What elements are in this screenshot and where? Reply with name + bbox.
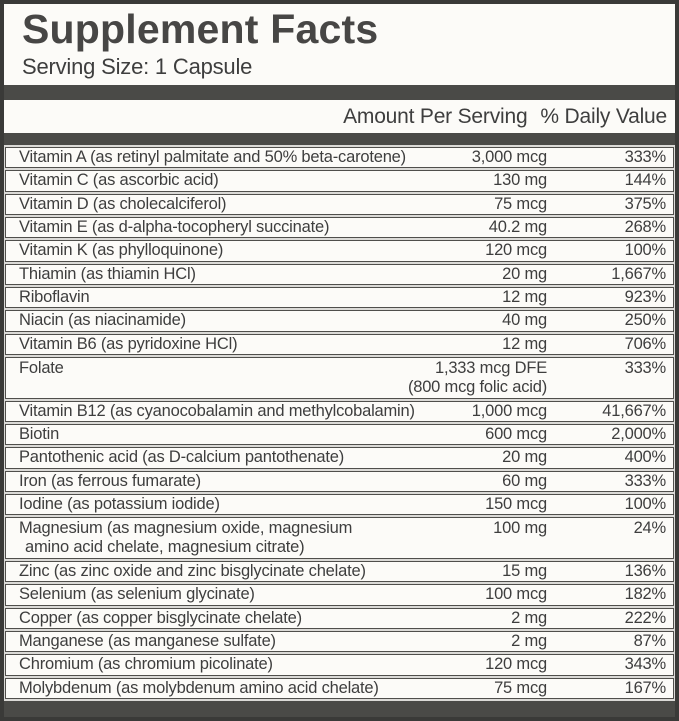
nutrient-daily-value: 375% — [624, 194, 666, 213]
nutrient-daily-value: 41,667% — [602, 401, 666, 420]
nutrient-amount-line: 120 mcg — [485, 655, 547, 674]
nutrient-daily-value: 400% — [624, 448, 666, 467]
nutrient-amount-line: 130 mg — [493, 171, 547, 190]
title-section — [4, 4, 675, 85]
nutrient-amount-line: 12 mg — [502, 334, 547, 353]
nutrient-amount-line: 20 mg — [502, 264, 547, 283]
nutrient-name — [6, 288, 451, 307]
nutrient-name-line: Magnesium (as magnesium oxide, magnesium — [19, 519, 353, 538]
divider-bar-middle — [4, 133, 675, 145]
nutrient-amount-line: 15 mg — [502, 562, 547, 581]
nutrient-name-line: Copper (as copper bisglycinate chelate) — [19, 608, 302, 627]
nutrient-daily-value: 100% — [624, 241, 666, 260]
nutrient-amount-line: (800 mcg folic acid) — [407, 377, 547, 396]
table-row — [5, 608, 674, 629]
nutrient-amount — [451, 425, 547, 444]
nutrient-daily-value: 1,667% — [611, 264, 666, 283]
nutrient-name — [6, 585, 451, 604]
table-row — [5, 357, 674, 399]
nutrient-name-line: Folate — [19, 358, 64, 377]
nutrient-name-line: Niacin (as niacinamide) — [19, 311, 186, 330]
nutrient-name — [6, 311, 451, 330]
nutrient-amount-line: 1,000 mcg — [471, 401, 547, 420]
nutrient-amount — [451, 402, 547, 421]
table-row — [5, 494, 674, 515]
nutrient-name — [6, 148, 451, 167]
nutrient-amount-line: 75 mcg — [494, 678, 547, 697]
nutrient-name-line: Vitamin B12 (as cyanocobalamin and methylcobalamin) — [19, 401, 415, 420]
nutrient-name-line: Iron (as ferrous fumarate) — [19, 471, 201, 490]
table-row — [5, 287, 674, 308]
nutrient-amount-line: 600 mcg — [485, 425, 547, 444]
nutrient-amount — [451, 562, 547, 581]
nutrient-name-line: Riboflavin — [19, 288, 90, 307]
table-row — [5, 471, 674, 492]
nutrient-amount-line: 1,333 mcg DFE — [434, 358, 547, 377]
nutrient-amount-line: 2 mg — [511, 632, 547, 651]
nutrient-name — [6, 218, 451, 237]
nutrient-daily-value: 2,000% — [611, 425, 666, 444]
nutrient-daily-value: 250% — [624, 311, 666, 330]
nutrient-name — [6, 632, 451, 651]
nutrient-daily-value: 268% — [624, 218, 666, 237]
nutrient-name-line: Vitamin K (as phylloquinone) — [19, 241, 224, 260]
nutrient-amount-line: 40.2 mg — [488, 218, 547, 237]
nutrient-daily-value: 100% — [624, 495, 666, 514]
nutrient-name — [6, 609, 451, 628]
nutrient-amount-line: 100 mg — [493, 519, 547, 538]
nutrient-daily-value: 182% — [624, 585, 666, 604]
nutrient-amount — [451, 171, 547, 190]
table-row — [5, 584, 674, 605]
nutrient-name-line: Thiamin (as thiamin HCl) — [19, 264, 196, 283]
nutrient-daily-value: 333% — [624, 148, 666, 167]
nutrient-amount — [451, 472, 547, 491]
nutrient-amount-line: 150 mcg — [485, 495, 547, 514]
nutrient-amount-line: 100 mcg — [485, 585, 547, 604]
nutrient-daily-value: 333% — [624, 471, 666, 490]
nutrient-amount — [451, 265, 547, 284]
nutrient-daily-value: 222% — [624, 608, 666, 627]
nutrient-name — [6, 562, 451, 581]
nutrient-amount — [451, 218, 547, 237]
nutrient-amount — [451, 585, 547, 604]
column-header-amount: Amount Per Serving — [343, 104, 528, 128]
table-row — [5, 517, 674, 559]
nutrient-amount — [451, 311, 547, 330]
nutrient-amount-line: 60 mg — [502, 471, 547, 490]
facts-table — [4, 145, 675, 701]
nutrient-amount — [451, 655, 547, 674]
nutrient-daily-value: 923% — [624, 288, 666, 307]
page-title: Supplement Facts — [22, 6, 379, 52]
nutrient-name-line: Manganese (as manganese sulfate) — [19, 632, 276, 651]
column-header-row — [4, 100, 675, 133]
serving-size-text: Serving Size: 1 Capsule — [22, 54, 253, 80]
nutrient-amount — [408, 359, 547, 397]
nutrient-amount-line: 120 mcg — [485, 241, 547, 260]
nutrient-name-line: Vitamin C (as ascorbic acid) — [19, 171, 219, 190]
nutrient-name — [6, 171, 451, 190]
nutrient-amount — [451, 241, 547, 260]
nutrient-amount-line: 12 mg — [502, 288, 547, 307]
nutrient-name — [6, 495, 451, 514]
nutrient-name-line: Biotin — [19, 425, 60, 444]
table-row — [5, 240, 674, 261]
nutrient-name-line: Molybdenum (as molybdenum amino acid chelate) — [19, 678, 379, 697]
nutrient-name-line: Selenium (as selenium glycinate) — [19, 585, 255, 604]
table-row — [5, 334, 674, 355]
divider-bar-bottom — [4, 701, 675, 717]
table-row — [5, 194, 674, 215]
divider-bar-top — [4, 85, 675, 100]
nutrient-daily-value: 87% — [633, 632, 666, 651]
nutrient-amount-line: 2 mg — [511, 608, 547, 627]
nutrient-name — [6, 448, 451, 467]
nutrient-name — [6, 195, 451, 214]
nutrient-name-line: Vitamin D (as cholecalciferol) — [19, 194, 227, 213]
nutrient-name-line: Iodine (as potassium iodide) — [19, 495, 220, 514]
nutrient-daily-value: 24% — [633, 519, 666, 538]
nutrient-name-line: amino acid chelate, magnesium citrate) — [25, 538, 305, 557]
nutrient-amount — [451, 632, 547, 651]
nutrient-name — [6, 335, 451, 354]
table-row — [5, 678, 674, 699]
nutrient-amount-line: 3,000 mcg — [471, 148, 547, 167]
table-row — [5, 310, 674, 331]
nutrient-amount — [451, 195, 547, 214]
nutrient-daily-value: 343% — [624, 655, 666, 674]
table-row — [5, 561, 674, 582]
nutrient-amount — [451, 448, 547, 467]
nutrient-amount — [451, 609, 547, 628]
nutrient-name-line: Zinc (as zinc oxide and zinc bisglycinate chelate) — [19, 562, 366, 581]
nutrient-name — [6, 359, 408, 378]
nutrient-amount-line: 75 mcg — [494, 194, 547, 213]
nutrient-daily-value: 144% — [624, 171, 666, 190]
nutrient-daily-value: 706% — [624, 334, 666, 353]
nutrient-name — [6, 679, 451, 698]
nutrient-amount-line: 40 mg — [502, 311, 547, 330]
nutrient-name-line: Chromium (as chromium picolinate) — [19, 655, 273, 674]
table-row — [5, 401, 674, 422]
nutrient-name-line: Vitamin A (as retinyl palmitate and 50% beta-carotene) — [19, 148, 406, 167]
table-row — [5, 424, 674, 445]
nutrient-name-line: Vitamin E (as d-alpha-tocopheryl succinate) — [19, 218, 330, 237]
table-row — [5, 217, 674, 238]
table-row — [5, 147, 674, 168]
nutrient-amount — [451, 148, 547, 167]
nutrient-amount — [451, 288, 547, 307]
nutrient-name — [6, 265, 451, 284]
nutrient-amount — [451, 519, 547, 538]
nutrient-name — [6, 519, 451, 557]
nutrient-name — [6, 472, 451, 491]
nutrient-name — [6, 402, 451, 421]
nutrient-name — [6, 655, 451, 674]
nutrient-amount — [451, 495, 547, 514]
column-header-daily-value: % Daily Value — [540, 104, 667, 128]
nutrient-amount — [451, 335, 547, 354]
table-row — [5, 631, 674, 652]
table-row — [5, 447, 674, 468]
nutrient-amount-line: 20 mg — [502, 448, 547, 467]
nutrient-name — [6, 241, 451, 260]
table-row — [5, 264, 674, 285]
table-row — [5, 170, 674, 191]
table-row — [5, 654, 674, 675]
nutrient-name-line: Vitamin B6 (as pyridoxine HCl) — [19, 334, 238, 353]
nutrient-daily-value: 333% — [624, 358, 666, 377]
nutrient-name — [6, 425, 451, 444]
nutrient-amount — [451, 679, 547, 698]
nutrient-name-line: Pantothenic acid (as D-calcium pantothenate) — [19, 448, 345, 467]
nutrient-daily-value: 136% — [624, 562, 666, 581]
nutrient-daily-value: 167% — [624, 678, 666, 697]
